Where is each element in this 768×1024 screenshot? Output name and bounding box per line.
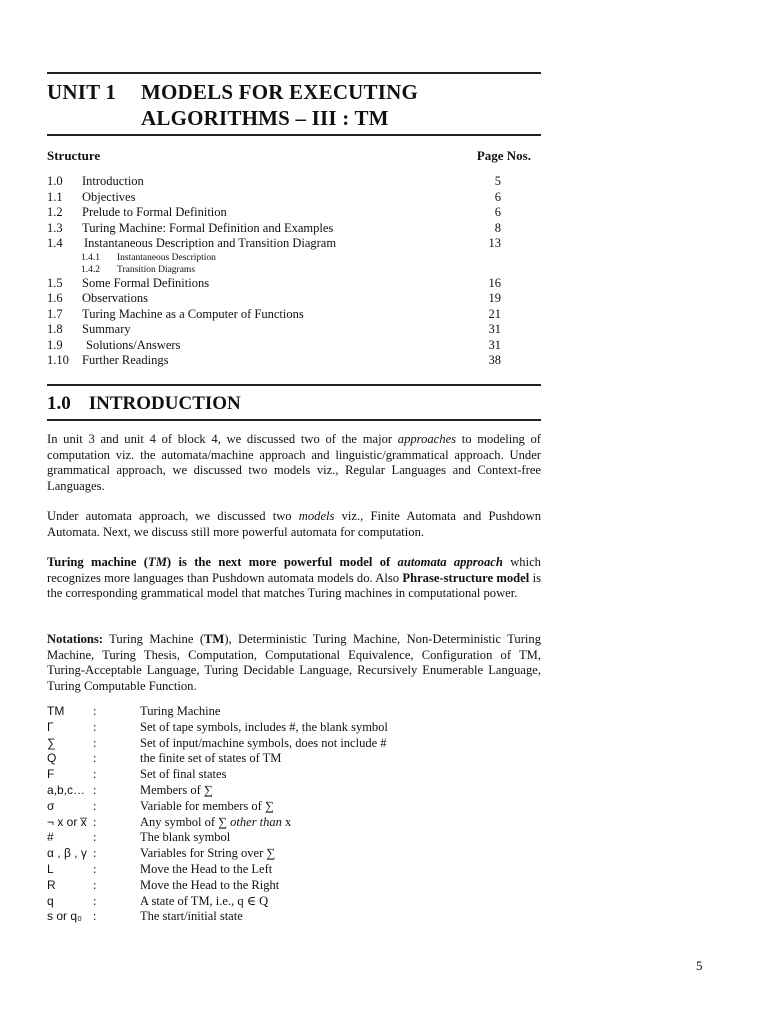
page-nos-heading: Page Nos. [476,148,531,163]
toc-title: Instantaneous Description [117,252,216,263]
toc-page: 8 [494,220,501,235]
notation-row [47,736,447,752]
toc-item [47,221,507,237]
notation-colon: : [93,767,97,782]
toc-item [47,291,507,307]
notation-colon: : [93,719,97,734]
notation-colon: : [93,909,97,924]
notation-symbol: L [47,861,54,876]
notations-label: Notations: [47,632,103,646]
bold-italic-text: TM [148,555,167,569]
notation-row [47,894,447,910]
notation-desc: Variable for members of ∑ [140,798,274,813]
toc-item [47,276,507,292]
toc-title: Some Formal Definitions [82,275,210,290]
bold-text: Phrase-structure model [402,570,530,585]
structure-header [47,148,531,164]
text-run: ), Deterministic Turing Machine, Non-Deterministic Turing Machine, Turing Thesis, Computation, Computational Equivalence, Configuration of TM, Turing-Acceptable Language, Turing Decidable Language, Recursively Enumerable Language, Turing Computable Function. [47,632,541,693]
emphasis-text: other than [230,814,282,829]
unit-title-line1: MODELS FOR EXECUTING [141,80,419,104]
notation-desc: The start/initial state [140,909,243,924]
toc-number: 1.4.2 [81,264,100,275]
unit-number: UNIT 1 [47,80,117,104]
notation-colon: : [93,830,97,845]
title-bottom-rule [47,134,541,136]
notation-desc: A state of TM, i.e., q ∈ Q [140,893,269,908]
toc-title: Introduction [82,174,144,188]
toc-number: 1.9 [47,337,63,352]
text-run: Any symbol of ∑ [140,814,231,829]
section-number: 1.0 [47,393,71,414]
toc-number: 1.8 [47,322,63,336]
toc-subitem [47,264,507,276]
notation-row [47,767,447,783]
emphasis-text: models [298,509,335,523]
table-of-contents [47,174,507,369]
toc-item [47,338,507,354]
toc-title: Objectives [82,189,136,204]
toc-number: 1.2 [47,205,63,219]
notation-colon: : [93,782,97,797]
notation-colon: : [93,735,97,750]
notation-symbol: F [47,767,55,782]
notation-colon: : [93,861,97,876]
notation-desc: Move the Head to the Left [140,861,273,876]
toc-page: 21 [488,306,501,321]
notation-desc: the finite set of states of TM [140,751,282,766]
toc-number: 1.0 [47,174,63,188]
bold-text: TM [204,632,225,646]
notation-symbol: s or q₀ [47,909,82,924]
notation-row [47,815,447,831]
notation-symbol: Γ [47,719,54,734]
intro-paragraph-1 [47,432,541,494]
notation-colon: : [93,846,97,861]
toc-page: 38 [488,353,501,367]
toc-title: Instantaneous Description and Transition Diagram [84,236,337,250]
intro-paragraph-3 [47,555,541,602]
notation-desc: Set of final states [140,767,227,782]
notation-symbol: Q [47,751,57,766]
text-run: x [281,814,292,829]
emphasis-text: approaches [397,432,457,446]
notation-colon: : [93,798,97,813]
toc-page: 16 [488,275,501,290]
notation-symbol: a,b,c… [47,782,86,797]
notation-row [47,862,447,878]
toc-item [47,353,507,369]
text-run: viz., Finite Automata and Pushdown Automata. Next, we discuss still more powerful automata for computation. [47,509,542,539]
notation-symbol: R [47,877,56,892]
notation-colon: : [93,814,97,829]
toc-number: 1.4 [47,236,63,250]
toc-title: Turing Machine: Formal Definition and Examples [82,220,334,235]
notation-desc: Set of tape symbols, includes #, the blank symbol [140,719,388,734]
toc-page: 6 [494,205,501,219]
page-number: 5 [696,958,703,973]
notation-row [47,909,447,925]
notation-symbol: q [47,893,54,908]
bold-text: ) is the next more powerful model of [166,555,398,569]
toc-page: 19 [488,291,501,305]
notation-row [47,783,447,799]
structure-heading: Structure [47,148,101,163]
text-run: which recognizes more languages than Pushdown automata models do. Also [47,555,541,585]
toc-item [47,236,507,252]
section-bottom-rule [47,419,541,421]
toc-page: 31 [488,322,501,336]
toc-title: Transition Diagrams [117,264,196,275]
toc-number: 1.1 [47,189,63,204]
notation-desc: Variables for String over ∑ [140,846,276,861]
toc-page: 5 [494,174,501,188]
notation-desc: Turing Machine [140,704,221,718]
toc-item [47,190,507,206]
notation-row [47,846,447,862]
notation-desc [140,815,291,831]
notation-row [47,751,447,767]
notation-colon: : [93,877,97,892]
toc-title: Solutions/Answers [86,337,181,352]
text-run: Turing Machine ( [102,632,205,646]
notation-row [47,830,447,846]
notation-row [47,704,447,720]
text-run: to modeling of computation viz. the automata/machine approach and linguistic/grammatical approach. Under grammatical approach, we discussed two models viz., Regular Languages and Context-free Languages. [47,432,541,493]
notation-symbol: σ [47,798,55,813]
notation-colon: : [93,893,97,908]
notation-desc: Members of ∑ [140,782,213,797]
toc-number: 1.10 [47,353,69,367]
notation-table [47,704,447,925]
toc-number: 1.7 [47,306,63,321]
toc-page: 6 [494,189,501,204]
toc-title: Prelude to Formal Definition [82,205,227,219]
notation-symbol: ∑ [47,735,56,750]
toc-item [47,205,507,221]
notation-desc: The blank symbol [140,830,231,845]
unit-title-line2: ALGORITHMS – III : TM [141,106,389,130]
notation-symbol: ¬ x or x̅ [47,814,87,829]
section-title: INTRODUCTION [88,393,241,414]
toc-title: Observations [82,291,148,305]
text-run: is the corresponding grammatical model that matches Turing machines in computational power. [47,570,541,601]
text-run: Under automata approach, we discussed two [47,509,299,523]
toc-bottom-rule [47,384,541,386]
toc-item [47,174,507,190]
toc-number: 1.4.1 [81,252,100,263]
notation-symbol: α , β , γ [47,846,87,861]
toc-page: 13 [488,236,501,250]
toc-title: Summary [82,322,131,336]
toc-number: 1.5 [47,275,63,290]
notation-colon: : [93,751,97,766]
section-heading [47,393,241,415]
intro-paragraph-2 [47,509,541,540]
bold-text: Turing machine ( [47,555,149,569]
toc-item [47,322,507,338]
toc-number: 1.6 [47,291,63,305]
notations-paragraph [47,632,541,694]
notation-colon: : [93,704,97,718]
toc-page: 31 [488,337,501,352]
toc-title: Further Readings [82,353,169,367]
toc-item [47,307,507,323]
notation-row [47,720,447,736]
notation-row [47,799,447,815]
notation-symbol: TM [47,704,65,718]
toc-number: 1.3 [47,220,63,235]
toc-subitem [47,252,507,264]
bold-italic-text: automata approach [397,555,503,569]
notation-desc: Move the Head to the Right [140,877,280,892]
notation-symbol: # [47,830,54,845]
notation-row [47,878,447,894]
top-rule [47,72,541,74]
toc-title: Turing Machine as a Computer of Functions [82,306,304,321]
notation-desc: Set of input/machine symbols, does not include # [140,735,387,750]
text-run: In unit 3 and unit 4 of block 4, we discussed two of the major [47,432,398,446]
